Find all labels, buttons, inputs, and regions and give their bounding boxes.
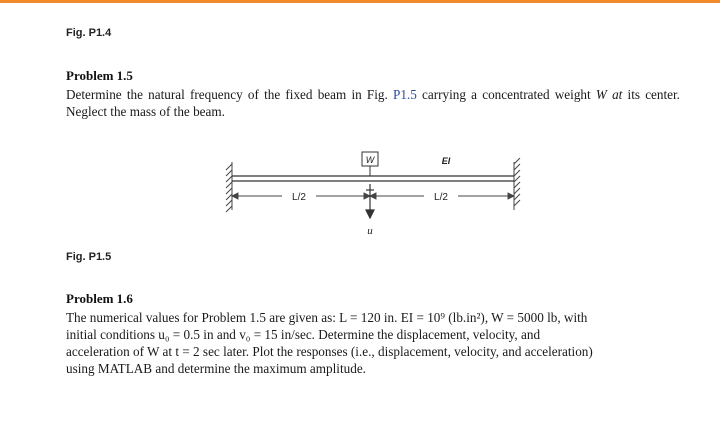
left-fixed-support [226,162,232,212]
problem-1-6-line-3: acceleration of W at t = 2 sec later. Plot the responses (i.e., displacement, velocity, and acceleration) [66,344,593,359]
problem-1-5-text [66,86,680,120]
fig-p1-5-label: Fig. P1.5 [66,251,112,263]
top-accent-bar [0,0,720,3]
weight-label: W [365,155,375,165]
fig-p1-4-label: Fig. P1.4 [66,27,112,39]
problem-1-5-text-a: Determine the natural frequency of the fixed beam in Fig. [66,87,393,102]
problem-1-6-title: Problem 1.6 [66,291,133,306]
right-span-label: L/2 [434,192,448,203]
problem-1-5-text-end: its center. Neglect the mass of the beam. [66,87,680,119]
right-fixed-support [514,158,520,210]
stiffness-label: EI [441,156,451,166]
problem-1-5-title: Problem 1.5 [66,68,133,83]
problem-1-6-line-4: using MATLAB and determine the maximum amplitude. [66,361,366,376]
problem-1-6-text [66,309,680,377]
fixed-beam-diagram [220,140,530,245]
left-span-label: L/2 [292,192,306,203]
displacement-label: u [367,225,373,237]
beam [232,176,514,181]
displacement-arrow [366,184,374,218]
dimension-line [232,193,514,199]
problem-1-5-text-at: at [606,87,623,102]
problem-1-5-text-b: carrying a concentrated weight [416,87,596,102]
problem-1-6-line-1: The numerical values for Problem 1.5 are given as: L = 120 in. EI = 10⁹ (lb.in²), W = 5000 lb, with [66,310,588,325]
fig-p1-5-reference-link[interactable]: P1.5 [393,87,417,102]
weight-symbol: W [595,87,607,102]
problem-1-6-line-2: initial conditions u₀ = 0.5 in and v₀ = 15 in/sec. Determine the displacement, velocity, and [66,327,541,342]
